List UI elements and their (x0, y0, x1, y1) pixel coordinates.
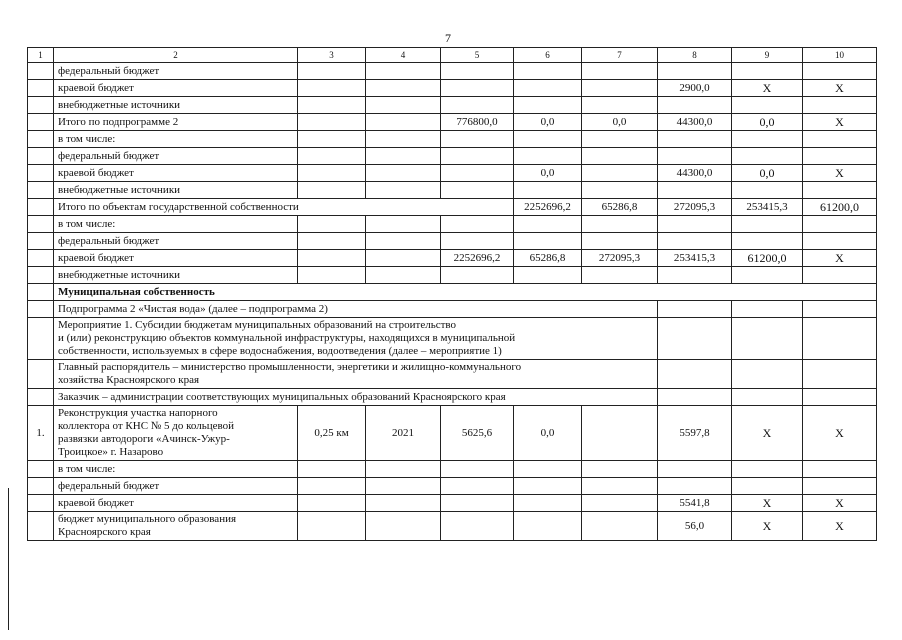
cell-6 (514, 495, 582, 512)
row-number-cell (28, 389, 54, 406)
cell-10 (803, 478, 877, 495)
cell-10 (803, 97, 877, 114)
cell-5 (441, 80, 514, 97)
cell-4 (366, 461, 441, 478)
cell-8 (658, 148, 732, 165)
cell-6 (514, 233, 582, 250)
cell-6 (514, 63, 582, 80)
cell-9 (732, 461, 803, 478)
header-cell-10: 10 (803, 48, 877, 63)
cell-5 (441, 267, 514, 284)
cell-4 (366, 495, 441, 512)
cell-10: X (803, 406, 877, 461)
table-row (28, 512, 877, 541)
cell-10 (803, 267, 877, 284)
row-number-cell (28, 199, 54, 216)
cell-8: 2900,0 (658, 80, 732, 97)
cell-9: X (732, 406, 803, 461)
cell-8 (658, 301, 732, 318)
row-label-line: Красноярского края (58, 526, 151, 538)
cell-4 (366, 97, 441, 114)
header-cell-7: 7 (582, 48, 658, 63)
cell-3 (298, 250, 366, 267)
cell-4 (366, 114, 441, 131)
cell-9 (732, 389, 803, 406)
cell-9 (732, 216, 803, 233)
object-name-line: Реконструкция участка напорного (58, 407, 218, 419)
cell-6 (514, 478, 582, 495)
cell-7 (582, 148, 658, 165)
row-number-cell (28, 97, 54, 114)
header-cell-6: 6 (514, 48, 582, 63)
header-cell-8: 8 (658, 48, 732, 63)
cell-4 (366, 131, 441, 148)
row-label: Итого по объектам государственной собственности (54, 199, 514, 216)
table-row (28, 165, 877, 182)
measure-description-line: Мероприятие 1. Субсидии бюджетам муниципальных образований на строительство (58, 319, 457, 331)
row-number-cell (28, 80, 54, 97)
cell-4 (366, 250, 441, 267)
cell-6 (514, 148, 582, 165)
table-row (28, 267, 877, 284)
cell-5: 776800,0 (441, 114, 514, 131)
cell-10 (803, 233, 877, 250)
margin-line (8, 488, 9, 630)
cell-10 (803, 360, 877, 389)
row-label: краевой бюджет (54, 80, 298, 97)
row-number-cell (28, 301, 54, 318)
cell-8: 5541,8 (658, 495, 732, 512)
cell-5 (441, 233, 514, 250)
cell-8: 44300,0 (658, 165, 732, 182)
cell-3: 0,25 км (298, 406, 366, 461)
cell-8 (658, 97, 732, 114)
cell-10: X (803, 80, 877, 97)
table-row (28, 148, 877, 165)
manager-description-row (28, 360, 877, 389)
cell-8: 56,0 (658, 512, 732, 541)
cell-7 (582, 182, 658, 199)
cell-3 (298, 165, 366, 182)
cell-9 (732, 233, 803, 250)
cell-8: 253415,3 (732, 199, 803, 216)
row-label: федеральный бюджет (54, 148, 298, 165)
table-row (28, 216, 877, 233)
cell-7 (582, 63, 658, 80)
cell-6 (514, 216, 582, 233)
cell-8: 253415,3 (658, 250, 732, 267)
cell-7 (582, 512, 658, 541)
cell-10 (803, 216, 877, 233)
cell-5: 2252696,2 (514, 199, 582, 216)
subprogram-label-row (28, 301, 877, 318)
table-row (28, 233, 877, 250)
cell-7 (582, 267, 658, 284)
cell-8: 44300,0 (658, 114, 732, 131)
cell-7 (582, 131, 658, 148)
cell-10 (803, 182, 877, 199)
cell-9 (732, 360, 803, 389)
cell-3 (298, 148, 366, 165)
header-cell-3: 3 (298, 48, 366, 63)
cell-6 (514, 512, 582, 541)
row-label: в том числе: (54, 131, 298, 148)
cell-8 (658, 360, 732, 389)
object-name-line: Троицкое» г. Назарово (58, 446, 164, 458)
cell-8 (658, 182, 732, 199)
table-row (28, 461, 877, 478)
cell-7 (582, 233, 658, 250)
municipal-heading-row (28, 284, 877, 301)
cell-10 (803, 63, 877, 80)
cell-5 (441, 97, 514, 114)
cell-3 (298, 114, 366, 131)
cell-8 (658, 461, 732, 478)
cell-9: X (732, 495, 803, 512)
cell-6 (514, 131, 582, 148)
cell-4 (366, 165, 441, 182)
row-label: краевой бюджет (54, 165, 298, 182)
row-label: Итого по подпрограмме 2 (54, 114, 298, 131)
cell-7 (582, 478, 658, 495)
row-number-cell (28, 114, 54, 131)
cell-5 (441, 182, 514, 199)
cell-8 (658, 478, 732, 495)
cell-9 (732, 478, 803, 495)
cell-9 (732, 97, 803, 114)
cell-5 (441, 63, 514, 80)
cell-6: 65286,8 (582, 199, 658, 216)
table-row (28, 478, 877, 495)
cell-7: 272095,3 (582, 250, 658, 267)
header-cell-9: 9 (732, 48, 803, 63)
cell-7 (582, 461, 658, 478)
cell-4 (366, 80, 441, 97)
cell-9 (732, 301, 803, 318)
cell-3 (298, 182, 366, 199)
cell-9 (732, 267, 803, 284)
row-label-line: бюджет муниципального образования (58, 513, 237, 525)
row-number-cell (28, 233, 54, 250)
object-name-line: развязки автодороги «Ачинск-Ужур- (58, 433, 230, 445)
cell-4: 2021 (366, 406, 441, 461)
cell-9: X (732, 80, 803, 97)
cell-5: 2252696,2 (441, 250, 514, 267)
cell-8 (658, 63, 732, 80)
table-row (28, 63, 877, 80)
cell-3 (298, 97, 366, 114)
cell-3 (298, 478, 366, 495)
cell-5 (441, 131, 514, 148)
cell-3 (298, 63, 366, 80)
cell-5 (441, 512, 514, 541)
cell-8 (658, 131, 732, 148)
measure-description-line: и (или) реконструкцию объектов коммунальной инфраструктуры, находящихся в муниципальной (58, 332, 516, 344)
cell-10: X (803, 512, 877, 541)
cell-4 (366, 233, 441, 250)
cell-7: 272095,3 (658, 199, 732, 216)
object-name (54, 406, 298, 461)
cell-4 (366, 267, 441, 284)
row-number-cell (28, 148, 54, 165)
header-cell-5: 5 (441, 48, 514, 63)
row-label: краевой бюджет (54, 495, 298, 512)
cell-8 (658, 216, 732, 233)
table-row (28, 495, 877, 512)
cell-4 (366, 148, 441, 165)
cell-6 (514, 267, 582, 284)
cell-6: 0,0 (514, 114, 582, 131)
cell-5 (441, 495, 514, 512)
cell-10: X (803, 495, 877, 512)
cell-5 (441, 165, 514, 182)
manager-description-line: хозяйства Красноярского края (58, 374, 200, 386)
cell-9: 0,0 (732, 114, 803, 131)
row-label: в том числе: (54, 461, 298, 478)
measure-description (54, 318, 658, 360)
measure-description-line: собственности, используемых в сфере водоснабжения, водоотведения (далее – мероприятие 1) (58, 345, 502, 357)
cell-10: X (803, 250, 877, 267)
budget-table (27, 47, 877, 541)
row-label: внебюджетные источники (54, 182, 298, 199)
row-number-cell (28, 461, 54, 478)
manager-description (54, 360, 658, 389)
cell-7 (582, 495, 658, 512)
row-label: федеральный бюджет (54, 478, 298, 495)
row-number-cell (28, 182, 54, 199)
cell-7 (582, 97, 658, 114)
cell-9: 61200,0 (803, 199, 877, 216)
cell-8 (658, 267, 732, 284)
table-row (28, 182, 877, 199)
table-row (28, 131, 877, 148)
cell-7 (582, 165, 658, 182)
cell-9 (732, 131, 803, 148)
row-number-cell (28, 216, 54, 233)
cell-5 (441, 148, 514, 165)
cell-5 (441, 216, 514, 233)
row-number-cell (28, 63, 54, 80)
row-number-cell (28, 165, 54, 182)
cell-8 (658, 389, 732, 406)
header-cell-4: 4 (366, 48, 441, 63)
cell-3 (298, 80, 366, 97)
cell-4 (366, 63, 441, 80)
header-cell-1: 1 (28, 48, 54, 63)
table-row (28, 97, 877, 114)
cell-5 (441, 478, 514, 495)
cell-9 (732, 63, 803, 80)
cell-8 (658, 318, 732, 360)
table-row (28, 80, 877, 97)
cell-10 (803, 461, 877, 478)
cell-7 (582, 216, 658, 233)
cell-10 (803, 318, 877, 360)
cell-10 (803, 148, 877, 165)
cell-8: 5597,8 (658, 406, 732, 461)
row-label: федеральный бюджет (54, 233, 298, 250)
customer-description: Заказчик – администрации соответствующих муниципальных образований Красноярского края (54, 389, 658, 406)
row-number-cell (28, 131, 54, 148)
cell-9 (732, 148, 803, 165)
row-label: федеральный бюджет (54, 63, 298, 80)
header-cell-2: 2 (54, 48, 298, 63)
cell-3 (298, 495, 366, 512)
row-number-cell (28, 360, 54, 389)
cell-6 (514, 182, 582, 199)
row-number-cell (28, 318, 54, 360)
cell-9 (732, 182, 803, 199)
cell-10 (803, 131, 877, 148)
cell-3 (298, 216, 366, 233)
row-label: внебюджетные источники (54, 267, 298, 284)
cell-5 (441, 461, 514, 478)
measure-description-row (28, 318, 877, 360)
cell-5: 5625,6 (441, 406, 514, 461)
row-number-cell (28, 267, 54, 284)
cell-10 (803, 389, 877, 406)
cell-9: 0,0 (732, 165, 803, 182)
row-number-cell (28, 250, 54, 267)
table-row (28, 199, 877, 216)
cell-3 (298, 512, 366, 541)
row-label (54, 512, 298, 541)
cell-9: 61200,0 (732, 250, 803, 267)
cell-10: X (803, 114, 877, 131)
municipal-heading: Муниципальная собственность (54, 284, 877, 301)
cell-4 (366, 478, 441, 495)
row-label: внебюджетные источники (54, 97, 298, 114)
cell-10 (803, 301, 877, 318)
cell-6: 0,0 (514, 406, 582, 461)
cell-4 (366, 216, 441, 233)
cell-8 (658, 233, 732, 250)
object-name-line: коллектора от КНС № 5 до кольцевой (58, 420, 235, 432)
manager-description-line: Главный распорядитель – министерство промышленности, энергетики и жилищно-коммунального (58, 361, 522, 373)
cell-4 (366, 182, 441, 199)
cell-6: 65286,8 (514, 250, 582, 267)
cell-6 (514, 80, 582, 97)
row-number-cell (28, 478, 54, 495)
row-number-cell (28, 495, 54, 512)
subprogram-label: Подпрограмма 2 «Чистая вода» (далее – подпрограмма 2) (54, 301, 658, 318)
cell-3 (298, 131, 366, 148)
cell-10: X (803, 165, 877, 182)
row-label: краевой бюджет (54, 250, 298, 267)
row-number-cell (28, 512, 54, 541)
cell-9 (732, 318, 803, 360)
cell-3 (298, 267, 366, 284)
table-row (28, 250, 877, 267)
table-row (28, 114, 877, 131)
cell-3 (298, 233, 366, 250)
page-number: 7 (445, 31, 451, 45)
row-label: в том числе: (54, 216, 298, 233)
cell-7: 0,0 (582, 114, 658, 131)
header-row (28, 48, 877, 63)
cell-6: 0,0 (514, 165, 582, 182)
cell-4 (366, 512, 441, 541)
cell-7 (582, 80, 658, 97)
object-number: 1. (28, 406, 54, 461)
cell-3 (298, 461, 366, 478)
cell-6 (514, 97, 582, 114)
object-row (28, 406, 877, 461)
customer-description-row (28, 389, 877, 406)
cell-9: X (732, 512, 803, 541)
cell-6 (514, 461, 582, 478)
cell-7 (582, 406, 658, 461)
